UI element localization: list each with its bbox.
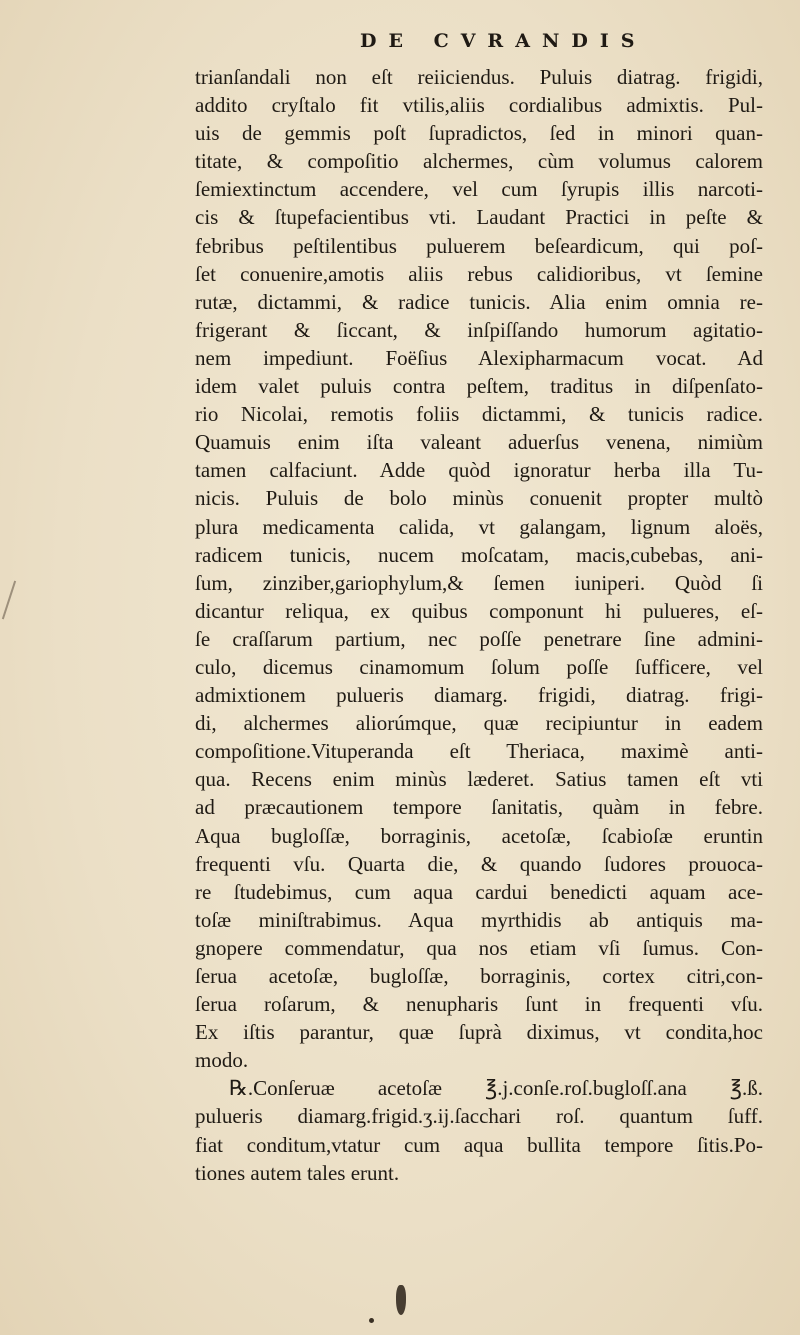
text-line: ſemiextinctum accendere, vel cum ſyrupis illis narcoti- xyxy=(195,177,763,202)
text-line: nem impediunt. Foëſius Alexipharmacum vocat. Ad xyxy=(195,345,763,370)
text-line: radicem tunicis, nucem moſcatam, macis,cubebas, ani- xyxy=(195,542,763,567)
recipe-line: pulueris diamarg.frigid.ʒ.ij.ſacchari roſ. quantum ſuff. xyxy=(195,1104,763,1129)
body-text xyxy=(195,63,763,1187)
text-line: compoſitione.Vituperanda eſt Theriaca, maximè anti- xyxy=(195,739,763,764)
text-line: dicantur reliqua, ex quibus componunt hi pulueres, eſ- xyxy=(195,598,763,623)
text-line: gnopere commendatur, qua nos etiam vſi ſumus. Con- xyxy=(195,935,763,960)
text-line: addito cryſtalo fit vtilis,aliis cordialibus admixtis. Pul- xyxy=(195,93,763,118)
text-line: tamen calfaciunt. Adde quòd ignoratur herba illa Tu- xyxy=(195,458,763,483)
text-line: re ſtudebimus, cum aqua cardui benedicti aquam ace- xyxy=(195,879,763,904)
running-head: DE CVRANDIS xyxy=(360,30,647,52)
text-line: toſæ miniſtrabimus. Aqua myrthidis ab antiquis ma- xyxy=(195,907,763,932)
recipe-line: fiat conditum,vtatur cum aqua bullita tempore ſitis.Po- xyxy=(195,1132,763,1157)
text-line: trianſandali non eſt reiiciendus. Puluis diatrag. frigidi, xyxy=(195,65,763,89)
text-line: ſe craſſarum partium, nec poſſe penetrare ſine admini- xyxy=(195,626,763,651)
text-line: ad præcautionem tempore ſanitatis, quàm in febre. xyxy=(195,795,763,820)
text-line: modo. xyxy=(195,1048,249,1073)
text-line: febribus peſtilentibus puluerem beſeardicum, qui poſ- xyxy=(195,233,763,258)
recipe-line: ℞.Conſeruæ acetoſæ ℥.j.conſe.roſ.bugloſſ.ana ℥.ß. xyxy=(229,1076,763,1101)
text-line: rio Nicolai, remotis foliis dictammi, & tunicis radice. xyxy=(195,402,763,427)
text-line: ſum, zinziber,gariophylum,& ſemen iuniperi. Quòd ſi xyxy=(195,570,763,595)
text-line: qua. Recens enim minùs læderet. Satius tamen eſt vti xyxy=(195,767,763,792)
text-line: culo, dicemus cinamomum ſolum poſſe ſufficere, vel xyxy=(195,654,763,679)
text-line: Ex iſtis parantur, quæ ſuprà diximus, vt condita,hoc xyxy=(195,1020,763,1045)
text-line: ſet conuenire,amotis aliis rebus calidioribus, vt ſemine xyxy=(195,261,763,286)
text-line: di, alchermes aliorúmque, quæ recipiuntur in eadem xyxy=(195,711,763,736)
ink-fleck xyxy=(369,1318,374,1323)
recipe-line: tiones autem tales erunt. xyxy=(195,1160,400,1185)
ink-smudge xyxy=(396,1285,406,1315)
text-line: frigerant & ſiccant, & inſpiſſando humorum agitatio- xyxy=(195,317,763,342)
text-line: titate, & compoſitio alchermes, cùm volumus calorem xyxy=(195,149,763,174)
text-line: rutæ, dictammi, & radice tunicis. Alia enim omnia re- xyxy=(195,289,763,314)
text-line: Quamuis enim iſta valeant aduerſus venena, nimiùm xyxy=(195,430,763,455)
margin-pencil-mark xyxy=(2,581,16,620)
text-line: frequenti vſu. Quarta die, & quando ſudores prouoca- xyxy=(195,851,763,876)
text-line: admixtionem pulueris diamarg. frigidi, diatrag. frigi- xyxy=(195,683,763,708)
text-line: ſerua acetoſæ, bugloſſæ, borraginis, cortex citri,con- xyxy=(195,964,763,988)
text-line: ſerua roſarum, & nenupharis ſunt in frequenti vſu. xyxy=(195,992,763,1017)
text-line: Aqua bugloſſæ, borraginis, acetoſæ, ſcabioſæ eruntin xyxy=(195,823,763,848)
text-line: plura medicamenta calida, vt galangam, lignum aloës, xyxy=(195,514,763,539)
text-line: idem valet puluis contra peſtem, traditus in diſpenſato- xyxy=(195,374,763,399)
text-line: uis de gemmis poſt ſupradictos, ſed in minori quan- xyxy=(195,121,763,146)
text-line: nicis. Puluis de bolo minùs conuenit propter multò xyxy=(195,486,763,511)
text-line: cis & ſtupefacientibus vti. Laudant Practici in peſte & xyxy=(195,205,763,230)
